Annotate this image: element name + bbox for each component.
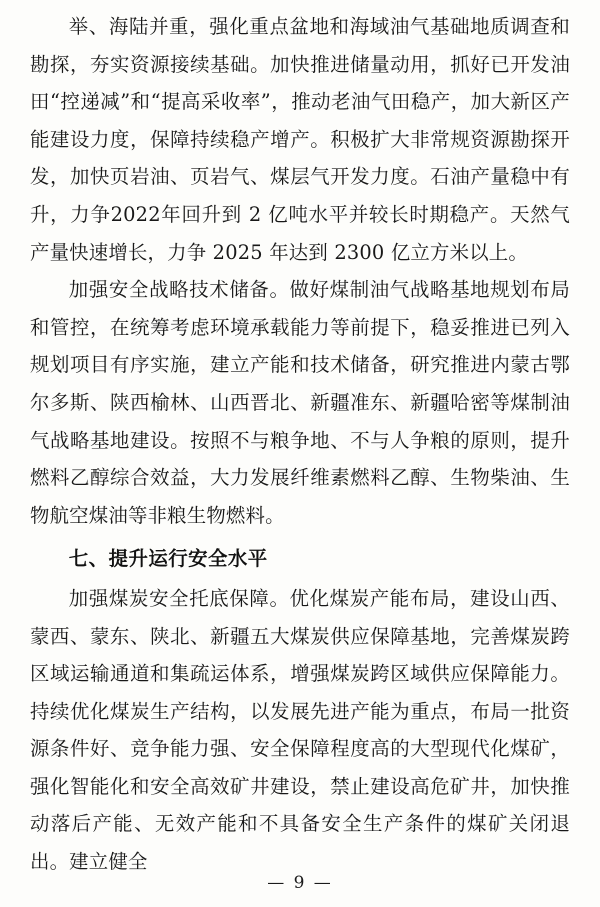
paragraph-strategic-reserve: 加强安全战略技术储备。做好煤制油气战略基地规划布局和管控，在统筹考虑环境承载能力等前提下，稳妥推进已列入规划项目有序实施，建立产能和技术储备，研究推进内蒙古鄂尔多斯、陕西榆林、山西晋北、新疆准东、新疆哈密等煤制油气战略基地建设。按照不与粮争地、不与人争粮的原则，提升燃料乙醇综合效益，大力发展纤维素燃料乙醇、生物柴油、生物航空煤油等非粮生物燃料。 [30, 278, 570, 527]
paragraph-continuation: 举、海陆并重，强化重点盆地和海域油气基础地质调查和勘探，夯实资源接续基础。加快推进储量动用，抓好已开发油田“控递减”和“提高采收率”，推动老油气田稳产，加大新区产能建设力度，保障持续稳产增产。积极扩大非常规资源勘探开发，加快页岩油、页岩气、煤层气开发力度。石油产量稳中有升，力争2022年回升到 2 亿吨水平并较长时期稳产。天然气产量快速增长，力争 2025 年达到 2300 亿立方米以上。 [30, 15, 570, 264]
document-body [30, 8, 570, 881]
section-heading-seven: 七、提升运行安全水平 [68, 547, 268, 571]
paragraph-coal-safety: 加强煤炭安全托底保障。优化煤炭产能布局，建设山西、蒙西、蒙东、陕北、新疆五大煤炭供应保障基地，完善煤炭跨区域运输通道和集疏运体系，增强煤炭跨区域供应保障能力。持续优化煤炭生产结构，以发展先进产能为重点，布局一批资源条件好、竞争能力强、安全保障程度高的大型现代化煤矿，强化智能化和安全高效矿井建设，禁止建设高危矿井，加快推动落后产能、无效产能和不具备安全生产条件的煤矿关闭退出。建立健全 [30, 586, 570, 874]
page-number: — 9 — [267, 873, 333, 893]
